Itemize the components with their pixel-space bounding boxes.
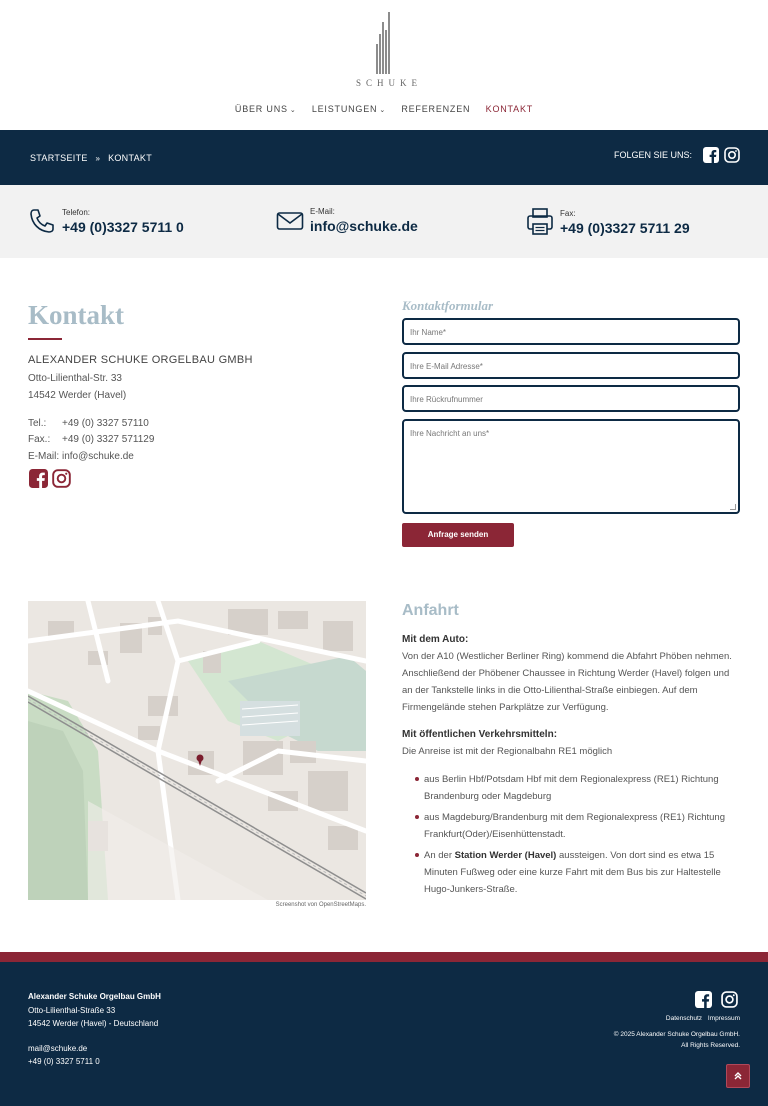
site-footer — [0, 962, 768, 1106]
email-label: E-Mail: — [310, 207, 335, 216]
contact-email[interactable] — [276, 207, 418, 234]
tel-row — [28, 418, 149, 429]
contact-fax[interactable] — [526, 207, 690, 237]
auto-heading: Mit dem Auto: — [402, 634, 469, 645]
phone-input[interactable]: Ihre Rückrufnummer — [402, 385, 740, 412]
nav-ueber-uns[interactable] — [235, 104, 297, 114]
fax-row — [28, 434, 154, 445]
bullet-text: An der — [424, 850, 455, 861]
nav-label: LEISTUNGEN — [311, 104, 378, 114]
address-city: 14542 Werder (Havel) — [28, 390, 127, 401]
oepnv-intro: Die Anreise ist mit der Regionalbahn RE1 möglich — [402, 746, 613, 757]
tel-value[interactable]: +49 (0) 3327 57110 — [62, 418, 149, 429]
page-title: Kontakt — [28, 300, 125, 330]
social-follow — [614, 147, 740, 163]
breadcrumb-home-link[interactable]: STARTSEITE — [30, 153, 88, 163]
phone-value: +49 (0)3327 5711 0 — [62, 218, 184, 235]
anfahrt-title: Anfahrt — [402, 602, 459, 619]
breadcrumb-bar — [0, 130, 768, 185]
station-name: Station Werder (Havel) — [454, 850, 557, 861]
nav-label: ÜBER UNS — [234, 104, 288, 114]
auto-line: Anschließend der Phöbener Chaussee in Richtung Werder (Havel) folgen und — [402, 668, 730, 679]
facebook-icon[interactable] — [703, 147, 719, 163]
follow-label: FOLGEN SIE UNS: — [613, 150, 692, 160]
footer-street: Otto-Lilienthal-Straße 33 — [28, 1006, 116, 1015]
schuke-logo[interactable] — [352, 12, 423, 92]
email-row-label: E-Mail: — [28, 451, 60, 462]
nav-kontakt[interactable]: KONTAKT — [485, 104, 534, 114]
nav-referenzen[interactable]: REFERENZEN — [401, 104, 471, 114]
bullet-dot — [414, 812, 422, 820]
form-title: Kontaktformular — [402, 298, 494, 313]
bullet-line: Brandenburg oder Magdeburg — [424, 791, 552, 802]
bullet-line: aus Magdeburg/Brandenburg mit dem Regionalexpress (RE1) Richtung — [424, 812, 725, 823]
breadcrumb-separator: » — [95, 154, 101, 163]
facebook-icon[interactable] — [29, 469, 48, 488]
bullet-dot — [414, 774, 422, 782]
footer-company: Alexander Schuke Orgelbau GmbH — [28, 992, 161, 1001]
breadcrumb — [30, 153, 152, 163]
address-street: Otto-Lilienthal-Str. 33 — [28, 373, 122, 384]
bullet-line: Hugo-Junkers-Straße. — [424, 884, 518, 895]
phone-icon — [28, 207, 56, 235]
site-header — [0, 0, 768, 130]
envelope-icon — [276, 210, 304, 232]
facebook-icon[interactable] — [695, 991, 712, 1008]
bullet-text: aussteigen. Von dort sind es etwa 15 — [556, 850, 715, 861]
copyright: © 2025 Alexander Schuke Orgelbau GmbH. — [613, 1031, 740, 1038]
imprint-link[interactable]: Impressum — [707, 1015, 740, 1022]
auto-line: an der Tankstelle links in die Otto-Lilienthal-Straße einbiegen. Auf dem — [402, 685, 698, 696]
logo-wordmark: SCHUKE — [356, 78, 423, 88]
bullet-line — [424, 850, 714, 861]
fax-row-label: Fax.: — [28, 434, 51, 445]
contact-strip — [0, 185, 768, 258]
fax-icon — [526, 207, 554, 237]
breadcrumb-current: KONTAKT — [108, 153, 152, 163]
map-screenshot — [28, 601, 366, 900]
nav-leistungen[interactable] — [312, 104, 386, 114]
double-chevron-up-icon — [733, 1071, 743, 1081]
auto-line: Firmengelände stehen Parkplätze zur Verfügung. — [402, 702, 609, 713]
oepnv-heading: Mit öffentlichen Verkehrsmitteln: — [402, 729, 558, 740]
instagram-icon[interactable] — [724, 147, 740, 163]
back-to-top-button[interactable] — [726, 1064, 750, 1088]
map-caption: Screenshot von OpenStreetMaps. — [275, 902, 366, 908]
email-row — [28, 451, 134, 462]
footer-email[interactable]: mail@schuke.de — [28, 1044, 88, 1053]
auto-line: Von der A10 (Westlicher Berliner Ring) kommend die Abfahrt Phöben nehmen. — [402, 651, 732, 662]
instagram-icon[interactable] — [721, 991, 738, 1008]
name-input[interactable]: Ihr Name* — [402, 318, 740, 345]
fax-label: Fax: — [560, 208, 576, 218]
fax-value: +49 (0)3327 5711 29 — [560, 219, 690, 236]
bullet-line: aus Berlin Hbf/Potsdam Hbf mit dem Regionalexpress (RE1) Richtung — [424, 774, 719, 785]
privacy-link[interactable]: Datenschutz — [665, 1015, 703, 1022]
footer-city: 14542 Werder (Havel) - Deutschland — [28, 1019, 159, 1028]
chevron-down-icon: ⌄ — [379, 107, 386, 114]
email-row-value[interactable]: info@schuke.de — [62, 451, 134, 462]
bullet-dot — [414, 850, 422, 858]
message-placeholder: Ihre Nachricht an uns* — [410, 429, 490, 438]
message-textarea[interactable] — [402, 419, 740, 514]
resize-handle[interactable] — [730, 504, 736, 510]
instagram-icon[interactable] — [52, 469, 71, 488]
email-value: info@schuke.de — [310, 218, 418, 234]
contact-phone[interactable] — [28, 207, 184, 235]
bullet-line: Frankfurt(Oder)/Eisenhüttenstadt. — [424, 829, 566, 840]
phone-label: Telefon: — [62, 207, 91, 217]
kontakt-social — [29, 469, 75, 488]
fax-row-value: +49 (0) 3327 571129 — [62, 434, 155, 445]
footer-phone[interactable]: +49 (0) 3327 5711 0 — [28, 1057, 100, 1066]
footer-social — [686, 991, 738, 1008]
title-underline — [28, 338, 62, 340]
company-name: ALEXANDER SCHUKE ORGELBAU GMBH — [28, 354, 253, 366]
tel-label: Tel.: — [28, 418, 47, 429]
main-navigation — [0, 104, 768, 114]
email-input[interactable]: Ihre E-Mail Adresse* — [402, 352, 740, 379]
footer-links — [662, 1015, 740, 1022]
bullet-line: Minuten Fußweg oder eine kurze Fahrt mit dem Bus bis zur Haltestelle — [424, 867, 721, 878]
chevron-down-icon: ⌄ — [289, 107, 297, 114]
footer-stripe — [0, 952, 768, 962]
rights-reserved: All Rights Reserved. — [681, 1042, 740, 1049]
organ-pipes-logo-icon — [376, 12, 392, 74]
submit-button[interactable]: Anfrage senden — [402, 523, 514, 547]
street-map-image — [28, 601, 366, 900]
